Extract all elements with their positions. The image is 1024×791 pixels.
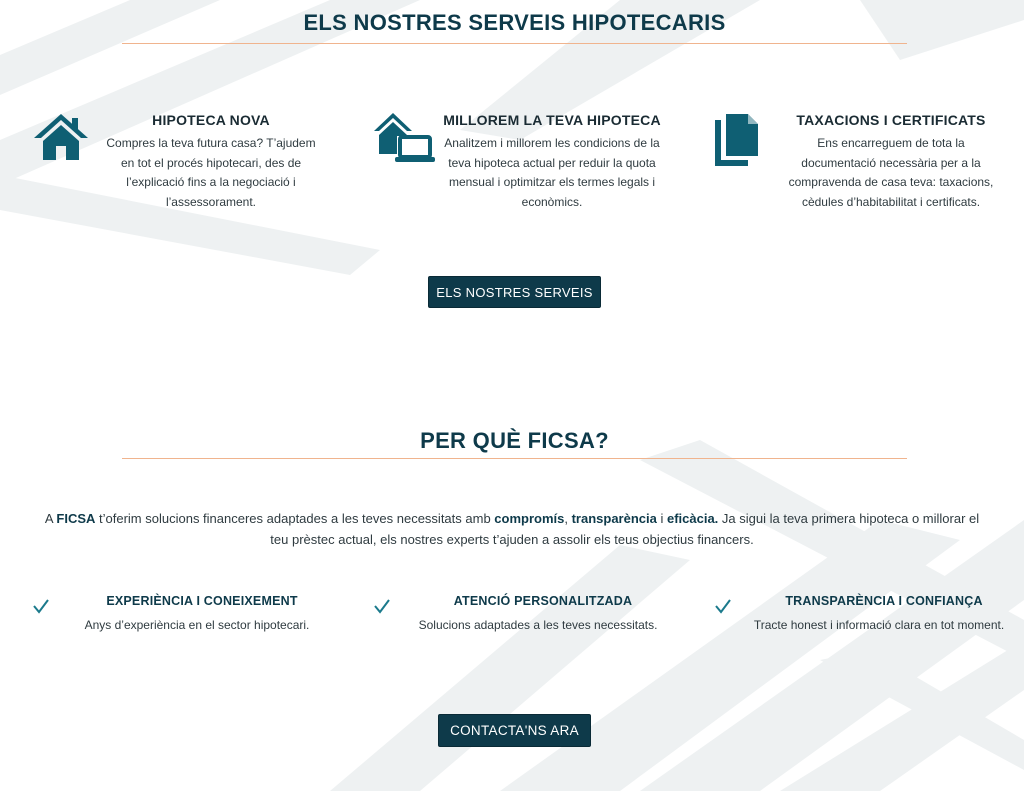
house-laptop-icon	[373, 112, 433, 172]
service-card-improve-mortgage	[373, 108, 693, 218]
why-title-divider	[122, 458, 907, 459]
services-section-title: ELS NOSTRES SERVEIS HIPOTECARIS	[303, 10, 726, 35]
intro-text: Ja sigui la teva primera hipoteca o millorar el teu prèstec actual, els nostres experts t’ajuden a assolir els teus objectius financers.	[270, 511, 980, 547]
documents-icon	[712, 112, 772, 172]
service-title: MILLOREM LA TEVA HIPOTECA	[443, 112, 661, 128]
feature-description: Tracte honest i informació clara en tot moment.	[753, 618, 1005, 632]
our-services-button[interactable]: ELS NOSTRES SERVEIS	[428, 276, 601, 308]
intro-text: A	[44, 511, 57, 526]
intro-text: t’oferim solucions financeres adaptades a les teves necessitats amb	[95, 511, 495, 526]
service-description: Analitzem i millorem les condicions de la teva hipoteca actual per reduir la quota mensual i optimitzar els termes legals i econòmics.	[444, 136, 660, 209]
checkmark-icon	[373, 597, 391, 615]
services-title-divider	[122, 43, 907, 44]
feature-personal-attention	[373, 594, 693, 638]
checkmark-icon	[32, 597, 50, 615]
house-icon	[32, 112, 92, 172]
feature-transparency	[714, 594, 1024, 638]
feature-title: EXPERIÈNCIA I CONEIXEMENT	[106, 594, 298, 608]
feature-description: Solucions adaptades a les teves necessitats.	[418, 618, 658, 632]
keyword-commitment: compromís	[494, 511, 565, 526]
why-section-title: PER QUÈ FICSA?	[420, 428, 609, 453]
contact-us-button[interactable]: CONTACTA'NS ARA	[438, 714, 591, 747]
service-card-new-mortgage	[32, 108, 352, 218]
feature-experience	[32, 594, 352, 638]
intro-text: i	[656, 511, 667, 526]
keyword-transparency: transparència	[571, 511, 657, 526]
service-description: Compres la teva futura casa? T’ajudem en tot el procés hipotecari, des de l’explicació fins a la negociació i l’assessorament.	[106, 136, 316, 209]
feature-description: Anys d’experiència en el sector hipotecari.	[84, 618, 310, 632]
intro-text: ,	[564, 511, 572, 526]
service-title: HIPOTECA NOVA	[152, 112, 270, 128]
why-intro-paragraph	[36, 508, 988, 550]
service-title: TAXACIONS I CERTIFICATS	[796, 112, 986, 128]
keyword-efficacy: eficàcia.	[666, 511, 719, 526]
feature-title: TRANSPARÈNCIA I CONFIANÇA	[785, 594, 983, 608]
service-description: Ens encarreguem de tota la documentació necessària per a la compravenda de casa teva: taxacions, cèdules d’habitabilitat i certificats.	[788, 136, 994, 209]
feature-title: ATENCIÓ PERSONALITZADA	[453, 594, 633, 608]
brand-name: FICSA	[56, 511, 96, 526]
checkmark-icon	[714, 597, 732, 615]
service-card-appraisals	[712, 108, 1024, 218]
